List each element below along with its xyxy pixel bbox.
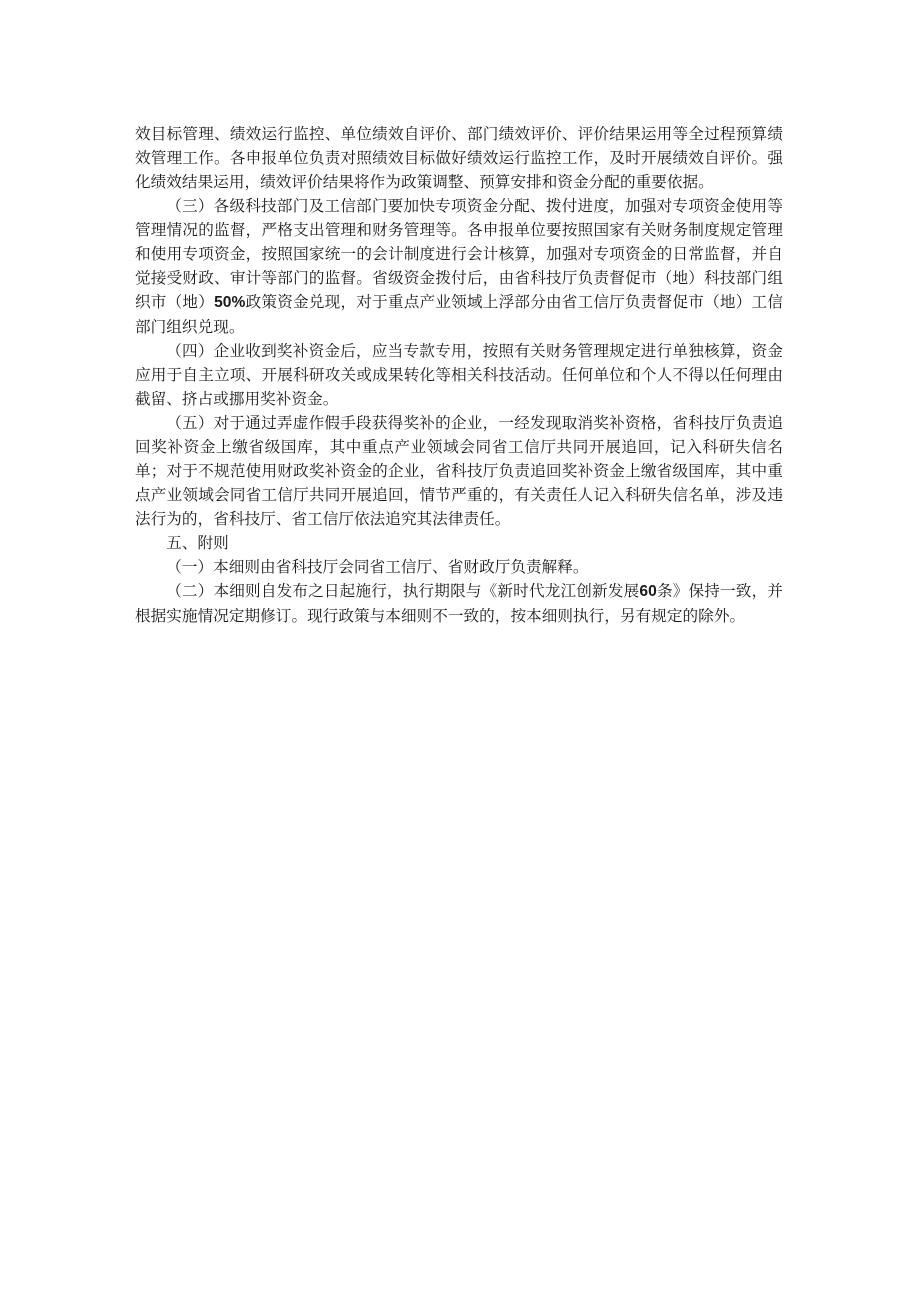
article-count-value: 60: [639, 583, 657, 600]
paragraph-item-three-text-end: 政策资金兑现，对于重点产业领域上浮部分由省工信厅负责督促市（地）工信部门组织兑现。: [135, 293, 783, 336]
paragraph-supplementary-two-text-start: （二）本细则自发布之日起施行，执行期限与《新时代龙江创新发展: [166, 582, 640, 600]
paragraph-supplementary-two-text-end: 条》保持一致，并根据实施情况定期修订。现行政策与本细则不一致的，按本细则执行，另有规定的除外。: [135, 582, 783, 625]
percentage-value: 50%: [214, 294, 246, 311]
section-heading-supplementary-provisions: 五、附则: [166, 534, 229, 552]
paragraph-item-three: [135, 194, 783, 339]
paragraph-supplementary-two: [135, 579, 783, 628]
document-body: [135, 122, 783, 628]
paragraph-item-five: （五）对于通过弄虚作假手段获得奖补的企业，一经发现取消奖补资格，省科技厅负责追回奖补资金上缴省级国库，其中重点产业领域会同省工信厅共同开展追回，记入科研失信名单；对于不规范使用财政奖补资金的企业，省科技厅负责追回奖补资金上缴省级国库，其中重点产业领域会同省工信厅共同开展追回，情节严重的，有关责任人记入科研失信名单，涉及违法行为的，省科技厅、省工信厅依法追究其法律责任。: [135, 414, 783, 528]
paragraph-supplementary-one: （一）本细则由省科技厅会同省工信厅、省财政厅负责解释。: [166, 558, 589, 576]
paragraph-performance-management: 效目标管理、绩效运行监控、单位绩效自评价、部门绩效评价、评价结果运用等全过程预算绩效管理工作。各申报单位负责对照绩效目标做好绩效运行监控工作，及时开展绩效自评价。强化绩效结果运用，绩效评价结果将作为政策调整、预算安排和资金分配的重要依据。: [135, 125, 783, 191]
paragraph-item-three-text-start: （三）各级科技部门及工信部门要加快专项资金分配、拨付进度，加强对专项资金使用等管理情况的监督，严格支出管理和财务管理等。各申报单位要按照国家有关财务制度规定管理和使用专项资金，按照国家统一的会计制度进行会计核算，加强对专项资金的日常监督，并自觉接受财政、审计等部门的监督。省级资金拨付后，由省科技厅负责督促市（地）科技部门组织市（地）: [135, 197, 783, 311]
paragraph-item-four: （四）企业收到奖补资金后，应当专款专用，按照有关财务管理规定进行单独核算，资金应用于自主立项、开展科研攻关或成果转化等相关科技活动。任何单位和个人不得以任何理由截留、挤占或挪用奖补资金。: [135, 342, 783, 408]
